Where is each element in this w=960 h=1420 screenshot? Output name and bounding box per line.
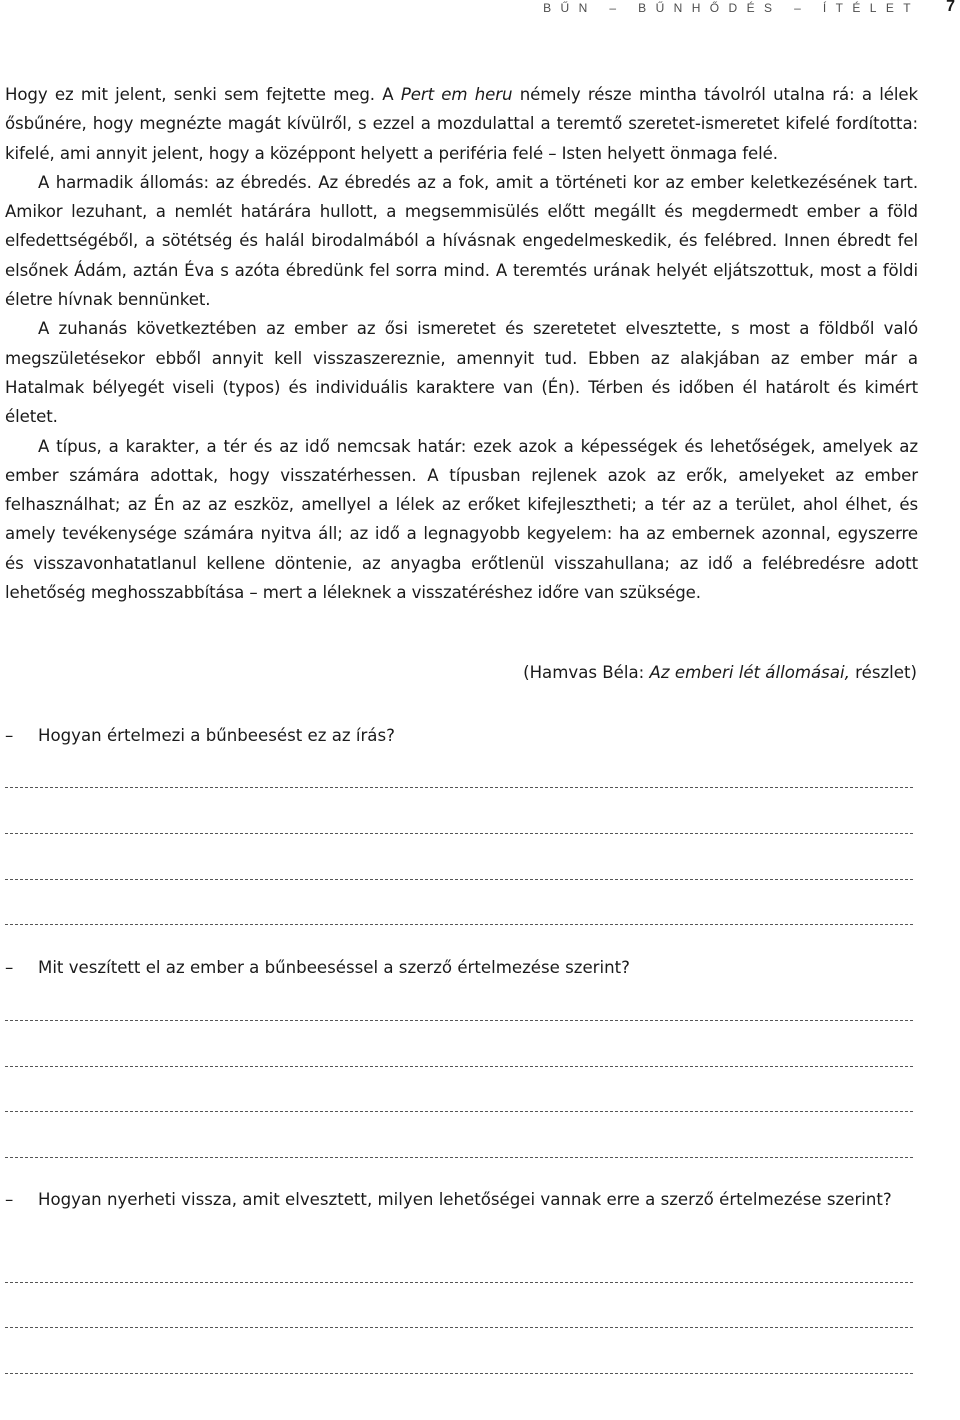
- question-1: [5, 721, 918, 750]
- excerpt-paragraph-4: A típus, a karakter, a tér és az idő nemcsak határ: ezek azok a képességek és lehetőségek, amelyek az ember számára adottak, hogy visszatérhessen. A típusban rejlenek azok az erők, amelyeket az ember felhasználhat; az Én az az eszköz, amellyel a lélek az erőket kifejlesztheti; a tér az a terület, ahol élhet, és amely tevékenysége számára nyitva áll; az idő a legnagyobb kegyelem: ha az embernek azonnal, egyszerre és visszavonhatatlanul kellene döntenie, az anyagba erőtlenül visszahullana; az idő a felébredésre adott lehetőség meghosszabbítása – mert a léleknek a visszatéréshez időre van szüksége.: [5, 436, 918, 603]
- excerpt-text: [5, 80, 918, 607]
- answer-line[interactable]: [5, 1066, 913, 1067]
- question-text: Mit veszített el az ember a bűnbeeséssel a szerző értelmezése szerint?: [38, 958, 630, 977]
- answer-line[interactable]: [5, 879, 913, 880]
- answer-line[interactable]: [5, 1282, 913, 1283]
- page-number: 7: [946, 0, 955, 15]
- answer-line[interactable]: [5, 1157, 913, 1158]
- source-citation: (Hamvas Béla: Az emberi lét állomásai, részlet): [523, 663, 917, 682]
- question-dash: –: [5, 958, 14, 977]
- answer-line[interactable]: [5, 787, 913, 788]
- question-2: [5, 953, 918, 982]
- running-title: BŰN – BŰNHŐDÉS – ÍTÉLET: [543, 1, 920, 15]
- answer-line[interactable]: [5, 1020, 913, 1021]
- answer-line[interactable]: [5, 924, 913, 925]
- italic-title: Pert em heru: [400, 85, 513, 104]
- answer-line[interactable]: [5, 833, 913, 834]
- page-header: [0, 0, 960, 20]
- question-text: Hogyan nyerheti vissza, amit elvesztett, milyen lehetőségei vannak erre a szerző értelmezése szerint?: [38, 1190, 892, 1209]
- excerpt-paragraph-1: Hogy ez mit jelent, senki sem fejtette meg. A Pert em heru némely része mintha távolról utalna rá: a lélek ősbűnére, hogy megnézte magát kívülről, s ezzel a mozdulattal a teremtő szeretet-ismeretet kifelé fordította: kifelé, ami annyit jelent, hogy a középpont helyett a periféria felé – Isten helyett önmaga felé.: [5, 85, 918, 163]
- excerpt-paragraph-2: A harmadik állomás: az ébredés. Az ébredés az a fok, amit a történeti kor az ember keletkezésének tart. Amikor lezuhant, a nemlét határára hullott, a megsemmisülés előtt megállt és megdermedt ember a föld elfedettségéből, a sötétség és halál birodalmából a hívásnak engedelmeskedik, és felébred. Innen ébredt fel elsőnek Ádám, aztán Éva s azóta ébredünk fel sorra mind. A teremtés urának helyét eljátszottuk, most a földi életre hívnak bennünket.: [5, 172, 918, 310]
- answer-line[interactable]: [5, 1111, 913, 1112]
- question-dash: –: [5, 1190, 14, 1209]
- question-text: Hogyan értelmezi a bűnbeesést ez az írás?: [38, 726, 395, 745]
- question-3: [5, 1185, 918, 1214]
- source-title: Az emberi lét állomásai,: [649, 663, 850, 682]
- answer-line[interactable]: [5, 1327, 913, 1328]
- question-dash: –: [5, 726, 14, 745]
- answer-line[interactable]: [5, 1373, 913, 1374]
- excerpt-paragraph-3: A zuhanás következtében az ember az ősi ismeretet és szeretetet elvesztette, s most a földből való megszületésekor ebből annyit kell visszaszereznie, amennyit tud. Ebben az alakjában az ember már a Hatalmak bélyegét viseli (typos) és individuális karaktere van (Én). Térben és időben él határolt és kimért életet.: [5, 319, 918, 427]
